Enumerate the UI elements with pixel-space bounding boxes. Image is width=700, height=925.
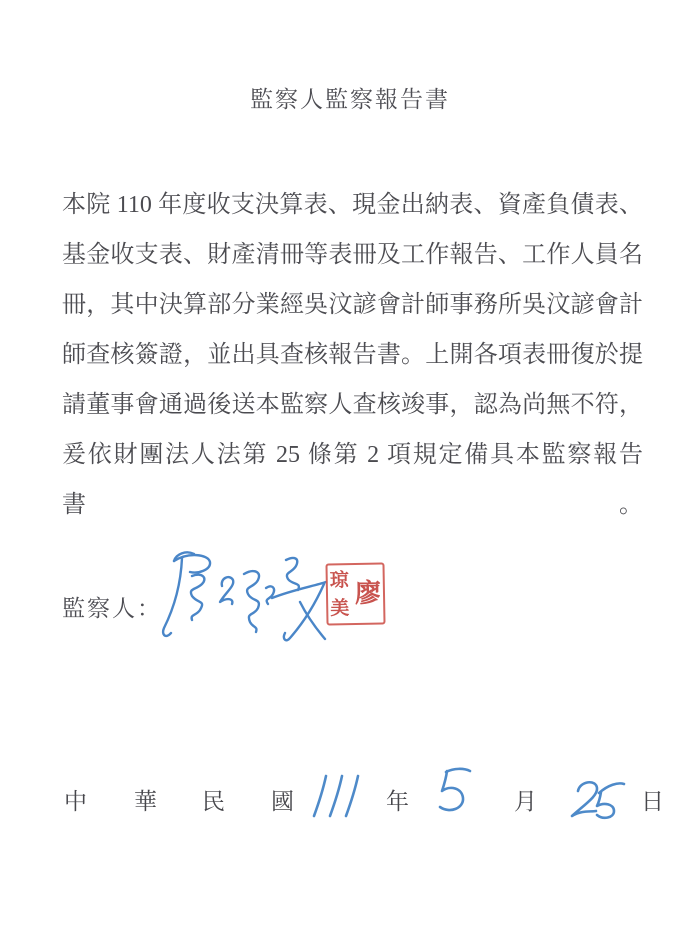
seal-left-column [330, 566, 350, 622]
body-line: 師查核簽證，並出具查核報告書。上開各項表冊復於提 [62, 342, 643, 368]
era-char: 民 [202, 789, 225, 814]
red-name-seal [325, 562, 385, 625]
handwritten-day-value [568, 777, 626, 821]
document-title: 監察人監察報告書 [250, 87, 450, 112]
supervisor-label: 監察人： [62, 596, 162, 621]
report-body [62, 180, 643, 530]
seal-char: 美 [330, 597, 350, 619]
handwritten-year-value [312, 773, 364, 819]
year-unit: 年 [386, 789, 409, 814]
body-line: 本院 110 年度收支決算表、現金出納表、資產負債表、 [62, 192, 643, 218]
seal-char: 廖 [354, 578, 382, 609]
body-line: 爰依財團法人法第 25 條第 2 項規定備具本監察報告書。 [62, 442, 643, 518]
month-unit: 月 [514, 789, 537, 814]
seal-right-column [354, 566, 381, 622]
handwritten-month-value [436, 765, 472, 815]
body-line: 請董事會通過後送本監察人查核竣事，認為尚無不符， [62, 392, 643, 418]
era-char: 國 [271, 789, 294, 814]
body-line: 基金收支表、財產清冊等表冊及工作報告、工作人員名 [62, 242, 643, 268]
handwritten-signature [158, 546, 330, 648]
era-char: 華 [134, 789, 157, 814]
body-line: 冊，其中決算部分業經吳汶諺會計師事務所吳汶諺會計 [62, 292, 643, 318]
day-unit: 日 [641, 789, 664, 814]
era-char: 中 [64, 789, 87, 814]
seal-char: 琼 [329, 569, 349, 591]
